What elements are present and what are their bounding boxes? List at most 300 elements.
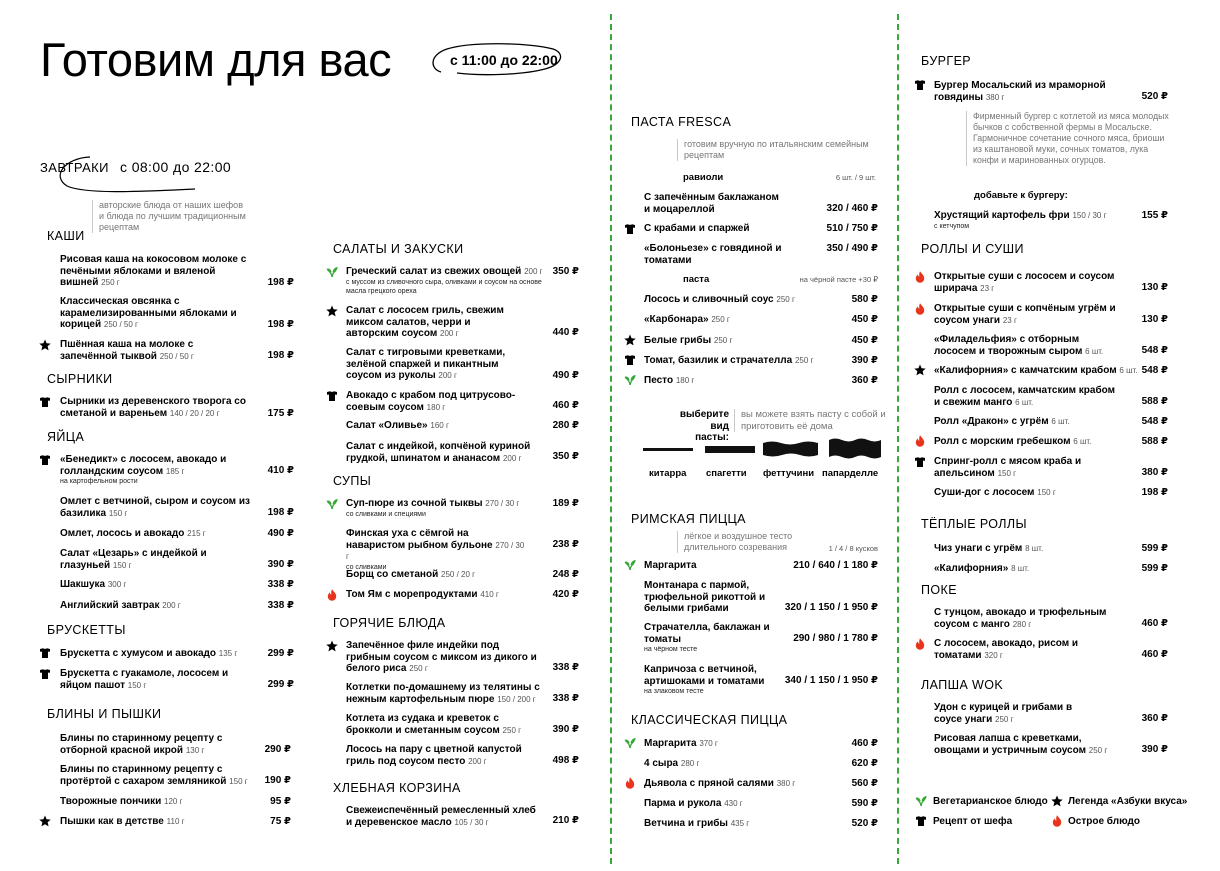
chef-hat-icon xyxy=(914,79,926,91)
item-weight: 200 г xyxy=(440,329,459,338)
eggs-item-1 xyxy=(60,454,255,486)
soups-price-1: 189 ₽ xyxy=(552,498,579,509)
salads-item-1 xyxy=(346,266,546,296)
item-name: Открытые суши с копчёным угрём и соусом унаги xyxy=(934,303,1116,326)
leaf-icon xyxy=(326,266,338,278)
fire-icon xyxy=(624,777,636,789)
rolls-item-7 xyxy=(934,436,1119,448)
item-name: Пшённая каша на молоке с запечённой тыквой xyxy=(60,339,194,362)
item-name: Творожные пончики xyxy=(60,796,162,807)
classic-pizza-title: КЛАССИЧЕСКАЯ ПИЦЦА xyxy=(631,713,788,727)
item-name: Омлет, лосось и авокадо xyxy=(60,528,185,539)
rolls-item-6 xyxy=(934,416,1119,428)
item-name: Лосось на пару с цветной капустой гриль под соусом песто xyxy=(346,744,522,767)
roman-pizza-price-3: 290 / 980 / 1 780 ₽ xyxy=(793,633,878,644)
item-name: «Бенедикт» с лососем, авокадо и голландским соусом xyxy=(60,454,227,477)
classic-pizza-price-3: 560 ₽ xyxy=(851,778,878,789)
classic-pizza-item-5 xyxy=(644,818,794,830)
legend-chef: Рецепт от шефа xyxy=(933,816,1013,827)
item-weight: 150 г xyxy=(112,560,132,570)
item-weight: 280 г xyxy=(1012,619,1032,629)
chef-hat-icon xyxy=(39,647,51,659)
kashi-price-3: 198 ₽ xyxy=(267,350,294,361)
legend-chef-hat-icon xyxy=(915,815,927,827)
fire-icon xyxy=(914,271,926,283)
soups-price-3: 248 ₽ xyxy=(552,569,579,580)
poke-title: ПОКЕ xyxy=(921,583,957,597)
item-weight: 150 г xyxy=(1037,488,1056,497)
item-name: Блины по старинному рецепту с протёртой с сахаром земляникой xyxy=(60,764,227,787)
column-divider-2 xyxy=(897,14,899,864)
blini-price-1: 290 ₽ xyxy=(264,744,291,755)
hot-price-2: 338 ₽ xyxy=(552,693,579,704)
wok-price-1: 360 ₽ xyxy=(1141,713,1168,724)
legend-spicy: Острое блюдо xyxy=(1068,816,1140,827)
item-weight: 250 г xyxy=(713,336,733,345)
item-name: Блины по старинному рецепту с отборной красной икрой xyxy=(60,733,223,756)
item-weight: 23 г xyxy=(1002,315,1017,325)
rolls-price-6: 548 ₽ xyxy=(1141,416,1168,427)
eggs-item-6 xyxy=(60,600,250,612)
bruschetta-item-1 xyxy=(60,648,270,660)
item-name: Салат «Оливье» xyxy=(346,420,428,431)
item-name: Открытые суши с лососем и соусом шрирача xyxy=(934,271,1115,294)
pasta-price-3: 450 ₽ xyxy=(851,335,878,346)
classic-pizza-item-2 xyxy=(644,758,794,770)
bruschetta-item-2 xyxy=(60,668,245,691)
blini-item-1 xyxy=(60,733,235,756)
item-weight: 110 г xyxy=(166,817,185,826)
salads-price-6: 350 ₽ xyxy=(552,451,579,462)
page-title: Готовим для вас xyxy=(40,33,392,86)
ravioli-item-3: «Болоньезе» с говядиной и томатами xyxy=(644,243,782,266)
item-weight: 150 / 200 г xyxy=(497,694,536,704)
bruschetta-title: БРУСКЕТТЫ xyxy=(47,623,126,637)
warm-rolls-price-1: 599 ₽ xyxy=(1141,543,1168,554)
item-name: Авокадо с крабом под цитрусово-соевым соусом xyxy=(346,390,516,413)
salads-price-4: 460 ₽ xyxy=(552,400,579,411)
roman-pizza-price-1: 210 / 640 / 1 180 ₽ xyxy=(793,560,878,571)
leaf-icon xyxy=(624,559,636,571)
warm-rolls-item-1 xyxy=(934,543,1119,555)
item-name: Капричоза с ветчиной, артишоками и томатами xyxy=(644,664,765,687)
ravioli-price-2: 510 / 750 ₽ xyxy=(826,223,878,234)
eggs-price-5: 338 ₽ xyxy=(267,579,294,590)
wok-item-2 xyxy=(934,733,1124,756)
black-pasta-note: на чёрной пасте +30 ₽ xyxy=(799,275,878,284)
item-name: Котлетки по-домашнему из телятины с нежным картофельным пюре xyxy=(346,682,540,705)
item-weight: 270 / 30 г xyxy=(485,499,520,508)
wok-title: ЛАПША WOK xyxy=(921,678,1004,692)
leaf-icon xyxy=(326,498,338,510)
kashi-price-2: 198 ₽ xyxy=(267,319,294,330)
column-divider-1 xyxy=(610,14,612,864)
pasta-type-3: феттучини xyxy=(763,468,815,479)
item-weight: 6 шт. xyxy=(1085,346,1104,356)
item-weight: 160 г xyxy=(430,421,449,430)
item-name: Салат с тигровыми креветками, зелёной спаржей и пикантным соусом из руколы xyxy=(346,347,506,381)
pasta-type-2: спагетти xyxy=(706,468,747,479)
choose-pasta-note: вы можете взять пасту с собой и приготовить её дома xyxy=(734,409,891,432)
salads-item-2 xyxy=(346,305,506,340)
warm-rolls-title: ТЁПЛЫЕ РОЛЛЫ xyxy=(921,517,1027,531)
item-name: Омлет с ветчиной, сыром и соусом из базилика xyxy=(60,496,250,519)
warm-rolls-item-2 xyxy=(934,563,1119,575)
item-name: 4 сыра xyxy=(644,758,679,769)
item-name: Ветчина и грибы xyxy=(644,818,728,829)
item-sub: на злаковом тесте xyxy=(644,688,704,695)
item-weight: 320 г xyxy=(984,650,1003,660)
choose-pasta-label: выберите вид пасты: xyxy=(679,409,729,443)
fire-icon xyxy=(914,435,926,447)
syrniki-item-1 xyxy=(60,396,272,419)
star-icon xyxy=(39,339,51,351)
pasta-price-1: 580 ₽ xyxy=(851,294,878,305)
salads-price-1: 350 ₽ xyxy=(552,266,579,277)
rolls-price-9: 198 ₽ xyxy=(1141,487,1168,498)
item-name: «Карбонара» xyxy=(644,314,709,325)
burger-item-1 xyxy=(934,80,1114,103)
roman-pizza-item-3 xyxy=(644,622,774,654)
rolls-item-8 xyxy=(934,456,1084,479)
item-name: Салат с индейкой, копчёной куриной грудкой, шпинатом и ананасом xyxy=(346,441,531,464)
item-name: Рисовая лапша с креветками, овощами и устричным соусом xyxy=(934,733,1086,756)
hot-item-3 xyxy=(346,713,541,736)
ravioli-item-1: С запечённым баклажаном и моцареллой xyxy=(644,192,779,215)
main-hours: с 11:00 до 22:00 xyxy=(450,52,558,68)
poke-price-1: 460 ₽ xyxy=(1141,618,1168,629)
poke-price-2: 460 ₽ xyxy=(1141,649,1168,660)
roman-pizza-item-4 xyxy=(644,664,774,696)
classic-pizza-item-1 xyxy=(644,738,794,750)
roman-pizza-note: лёгкое и воздушное тесто длительного созревания xyxy=(677,531,824,553)
rolls-item-1 xyxy=(934,271,1119,294)
item-sub: с муссом из сливочного сыра, оливками и соусом на основе масла грецкого ореха xyxy=(346,278,542,295)
item-weight: 250 / 50 г xyxy=(103,320,138,329)
salads-item-5 xyxy=(346,420,516,432)
roman-pizza-price-4: 340 / 1 150 / 1 950 ₽ xyxy=(784,675,878,686)
roman-pizza-price-2: 320 / 1 150 / 1 950 ₽ xyxy=(784,602,878,613)
fire-icon xyxy=(914,303,926,315)
hot-item-1 xyxy=(346,640,541,675)
eggs-item-3 xyxy=(60,528,250,540)
item-sub: на картофельном рости xyxy=(60,478,138,485)
kashi-item-1 xyxy=(60,254,255,289)
item-weight: 250 г xyxy=(776,295,795,304)
item-name: «Калифорния» xyxy=(934,563,1009,574)
burger-add-price-1: 155 ₽ xyxy=(1141,210,1168,221)
kashi-item-2 xyxy=(60,296,250,331)
item-weight: 250 г xyxy=(409,664,428,673)
burger-add-label: добавьте к бургеру: xyxy=(974,190,1068,201)
item-weight: 140 / 20 / 20 г xyxy=(169,408,220,418)
wok-price-2: 390 ₽ xyxy=(1141,744,1168,755)
classic-pizza-price-5: 520 ₽ xyxy=(851,818,878,829)
pasta-shape-fettuccine xyxy=(763,440,818,458)
item-weight: 280 г xyxy=(680,759,700,768)
item-name: Запечённое филе индейки под грибным соусом с миксом из дикого и белого риса xyxy=(346,640,537,674)
item-weight: 150 г xyxy=(108,508,128,518)
kashi-title: КАШИ xyxy=(47,229,85,243)
poke-item-2 xyxy=(934,638,1084,661)
bread-price-1: 210 ₽ xyxy=(552,815,579,826)
item-weight: 6 шт. xyxy=(1051,417,1070,426)
item-name: Свежеиспечённый ремесленный хлеб и деревенское масло xyxy=(346,805,536,828)
item-weight: 8 шт. xyxy=(1025,544,1044,553)
item-name: «Калифорния» с камчатским крабом xyxy=(934,365,1117,376)
item-name: Рисовая каша на кокосовом молоке с печёными яблоками и вяленой вишней xyxy=(60,254,247,288)
item-weight: 250 г xyxy=(502,725,522,735)
chef-hat-icon xyxy=(624,354,636,366)
item-name: Суши-дог с лососем xyxy=(934,487,1035,498)
item-name: С лососем, авокадо, рисом и томатами xyxy=(934,638,1079,661)
breakfast-note: авторские блюда от наших шефов и блюда по лучшим традиционным рецептам xyxy=(92,200,249,233)
salads-item-3 xyxy=(346,347,506,382)
ravioli-price-1: 320 / 460 ₽ xyxy=(826,203,878,214)
item-name: Борщ со сметаной xyxy=(346,569,439,580)
item-name: Страчателла, баклажан и томаты xyxy=(644,622,770,645)
classic-pizza-price-1: 460 ₽ xyxy=(851,738,878,749)
rolls-price-4: 548 ₽ xyxy=(1141,365,1168,376)
burger-price-1: 520 ₽ xyxy=(1141,91,1168,102)
pasta-item-5 xyxy=(644,375,834,387)
breakfast-hours: с 08:00 до 22:00 xyxy=(120,159,232,175)
blini-item-4 xyxy=(60,816,250,828)
item-weight: 120 г xyxy=(164,797,183,806)
item-weight: 410 г xyxy=(480,590,499,599)
chef-hat-icon xyxy=(39,454,51,466)
ravioli-item-2: С крабами и спаржей xyxy=(644,223,750,234)
item-weight: 150 г xyxy=(229,776,248,786)
chef-hat-icon xyxy=(39,396,51,408)
pasta-title: ПАСТА FRESCA xyxy=(631,115,732,129)
legend-star-icon xyxy=(1051,795,1063,807)
item-weight: 215 г xyxy=(187,529,206,538)
rolls-item-5 xyxy=(934,385,1119,408)
item-weight: 250 г xyxy=(1088,745,1108,755)
item-weight: 250 г xyxy=(794,356,814,365)
warm-rolls-price-2: 599 ₽ xyxy=(1141,563,1168,574)
bruschetta-price-2: 299 ₽ xyxy=(267,679,294,690)
item-weight: 250 г xyxy=(711,315,730,324)
salads-item-4 xyxy=(346,390,521,413)
item-name: Брускетта с гуакамоле, лососем и яйцом пашот xyxy=(60,668,229,691)
item-name: Дьявола с пряной салями xyxy=(644,778,774,789)
breakfast-oval-decoration xyxy=(55,152,240,194)
ravioli-label: равиоли xyxy=(683,172,724,183)
eggs-item-5 xyxy=(60,579,250,591)
item-sub: с кетчупом xyxy=(934,222,970,230)
rolls-price-3: 548 ₽ xyxy=(1141,345,1168,356)
item-name: Чиз унаги с угрём xyxy=(934,543,1023,554)
item-weight: 130 г xyxy=(185,745,205,755)
burger-title: БУРГЕР xyxy=(921,54,972,68)
item-name: Томат, базилик и страчателла xyxy=(644,355,793,366)
item-weight: 180 г xyxy=(675,376,695,385)
item-name: Пышки как в детстве xyxy=(60,816,164,827)
eggs-item-4 xyxy=(60,548,250,571)
hot-price-4: 498 ₽ xyxy=(552,755,579,766)
item-weight: 6 шт. xyxy=(1073,437,1092,446)
star-icon xyxy=(326,305,338,317)
soups-price-4: 420 ₽ xyxy=(552,589,579,600)
hot-item-2 xyxy=(346,682,546,705)
star-icon xyxy=(39,815,51,827)
pasta-item-3 xyxy=(644,335,834,347)
pasta-item-2 xyxy=(644,314,834,326)
fire-icon xyxy=(914,638,926,650)
eggs-price-2: 198 ₽ xyxy=(267,507,294,518)
pasta-price-5: 360 ₽ xyxy=(851,375,878,386)
item-weight: 250 г xyxy=(995,714,1014,724)
item-weight: 380 г xyxy=(776,779,796,788)
eggs-price-3: 490 ₽ xyxy=(267,528,294,539)
eggs-price-1: 410 ₽ xyxy=(267,465,294,476)
item-name: «Филадельфия» с отборным лососем и творожным сыром xyxy=(934,334,1083,357)
item-weight: 200 г xyxy=(162,601,181,610)
item-weight: 430 г xyxy=(724,799,743,808)
roman-pizza-title: РИМСКАЯ ПИЦЦА xyxy=(631,512,746,526)
pasta-price-2: 450 ₽ xyxy=(851,314,878,325)
kashi-item-3 xyxy=(60,339,250,362)
classic-pizza-price-4: 590 ₽ xyxy=(851,798,878,809)
item-weight: 435 г xyxy=(730,819,750,828)
blini-price-3: 95 ₽ xyxy=(270,796,291,807)
eggs-price-4: 390 ₽ xyxy=(267,559,294,570)
item-weight: 250 г xyxy=(101,278,120,287)
soups-title: СУПЫ xyxy=(333,474,372,488)
breakfast-title: ЗАВТРАКИ xyxy=(40,160,109,175)
item-weight: 6 шт. xyxy=(1119,366,1138,375)
item-name: Парма и рукола xyxy=(644,798,722,809)
item-name: Ролл с морским гребешком xyxy=(934,436,1071,447)
rolls-price-2: 130 ₽ xyxy=(1141,314,1168,325)
item-name: Сырники из деревенского творога со сметаной и вареньем xyxy=(60,396,246,419)
legend-leaf-icon xyxy=(915,795,927,807)
pasta-shape-chitarra xyxy=(643,448,693,451)
item-name: Салат с лососем гриль, свежим миксом салатов, черри и авторским соусом xyxy=(346,305,504,339)
item-name: Том Ям с морепродуктами xyxy=(346,589,478,600)
rolls-item-9 xyxy=(934,487,1119,499)
soups-item-4 xyxy=(346,589,536,601)
blini-item-2 xyxy=(60,764,260,787)
chef-hat-icon xyxy=(326,390,338,402)
fire-icon xyxy=(326,589,338,601)
pasta-item-4 xyxy=(644,355,834,367)
chef-hat-icon xyxy=(914,456,926,468)
item-weight: 270 / 30 г xyxy=(346,540,525,561)
pasta-note: готовим вручную по итальянским семейным рецептам xyxy=(677,139,874,161)
classic-pizza-item-3 xyxy=(644,778,814,790)
rolls-price-8: 380 ₽ xyxy=(1141,467,1168,478)
hot-price-1: 338 ₽ xyxy=(552,662,579,673)
rolls-price-5: 588 ₽ xyxy=(1141,396,1168,407)
item-weight: 150 г xyxy=(997,468,1017,478)
item-weight: 370 г xyxy=(699,739,718,748)
soups-item-2 xyxy=(346,528,526,572)
item-name: Шакшука xyxy=(60,579,106,590)
eggs-item-2 xyxy=(60,496,250,519)
syrniki-title: СЫРНИКИ xyxy=(47,372,113,386)
item-weight: 380 г xyxy=(985,92,1005,102)
item-weight: 8 шт. xyxy=(1011,564,1030,573)
legend-vegetarian: Вегетарианское блюдо xyxy=(933,796,1048,807)
item-weight: 150 г xyxy=(127,680,147,690)
item-weight: 150 / 30 г xyxy=(1072,211,1107,220)
burger-note: Фирменный бургер с котлетой из мяса молодых бычков с собственной фермы в Мосальске. Гармоничное сочетание сочного мяса, бриоши из каштановой муки, сочных томатов, лука конфи и маринованных огурцов. xyxy=(966,111,1169,166)
salads-price-5: 280 ₽ xyxy=(552,420,579,431)
item-weight: 200 г xyxy=(468,756,487,766)
wok-item-1 xyxy=(934,702,1084,725)
item-sub: со сливками xyxy=(346,563,387,571)
item-name: Ролл «Дракон» с угрём xyxy=(934,416,1049,427)
item-name: Удон с курицей и грибами в соусе унаги xyxy=(934,702,1073,725)
star-icon xyxy=(326,640,338,652)
item-name: Маргарита xyxy=(644,738,697,749)
rolls-item-4 xyxy=(934,365,1144,377)
legend-fire-icon xyxy=(1051,815,1063,827)
item-weight: 200 г xyxy=(502,453,522,463)
classic-pizza-item-4 xyxy=(644,798,794,810)
hot-title: ГОРЯЧИЕ БЛЮДА xyxy=(333,616,446,630)
roman-pizza-pieces: 1 / 4 / 8 кусков xyxy=(828,544,878,553)
eggs-price-6: 338 ₽ xyxy=(267,600,294,611)
chef-hat-icon xyxy=(39,668,51,680)
item-name: С тунцом, авокадо и трюфельным соусом с манго xyxy=(934,607,1107,630)
item-name: Брускетта с хумусом и авокадо xyxy=(60,648,216,659)
pasta-item-1 xyxy=(644,294,834,306)
item-weight: 6 шт. xyxy=(1015,397,1034,407)
item-weight: 180 г xyxy=(426,402,446,412)
item-name: Хрустящий картофель фри xyxy=(934,210,1070,221)
item-name: Спринг-ролл с мясом краба и апельсином xyxy=(934,456,1082,479)
item-name: Классическая овсянка с карамелизированными яблоками и корицей xyxy=(60,296,237,330)
salads-item-6 xyxy=(346,441,531,464)
burger-add-item-1 xyxy=(934,210,1134,231)
item-weight: 250 / 20 г xyxy=(441,570,476,579)
classic-pizza-price-2: 620 ₽ xyxy=(851,758,878,769)
eggs-title: ЯЙЦА xyxy=(47,430,85,444)
item-weight: 250 / 50 г xyxy=(159,351,194,361)
item-name: Лосось и сливочный соус xyxy=(644,294,774,305)
soups-item-1 xyxy=(346,498,536,519)
item-sub: на чёрном тесте xyxy=(644,646,698,653)
leaf-icon xyxy=(624,737,636,749)
blini-price-2: 190 ₽ xyxy=(264,775,291,786)
item-name: Суп-пюре из сочной тыквы xyxy=(346,498,483,509)
rolls-item-3 xyxy=(934,334,1119,357)
legend-star: Легенда «Азбуки вкуса» xyxy=(1068,796,1188,807)
hot-price-3: 390 ₽ xyxy=(552,724,579,735)
kashi-price-1: 198 ₽ xyxy=(267,277,294,288)
chef-hat-icon xyxy=(624,223,636,235)
poke-item-1 xyxy=(934,607,1119,630)
pasta-price-4: 390 ₽ xyxy=(851,355,878,366)
item-name: Финская уха с сёмгой на наваристом рыбном бульоне xyxy=(346,528,493,551)
item-name: Ролл с лососем, камчатским крабом и свежим манго xyxy=(934,385,1115,408)
item-weight: 135 г xyxy=(218,649,238,658)
item-name: Английский завтрак xyxy=(60,600,160,611)
salads-price-2: 440 ₽ xyxy=(552,327,579,338)
salads-price-3: 490 ₽ xyxy=(552,370,579,381)
blini-title: БЛИНЫ И ПЫШКИ xyxy=(47,707,162,721)
pasta-type-1: китарра xyxy=(649,468,687,479)
soups-price-2: 238 ₽ xyxy=(552,539,579,550)
rolls-title: РОЛЛЫ И СУШИ xyxy=(921,242,1024,256)
bread-title: ХЛЕБНАЯ КОРЗИНА xyxy=(333,781,461,795)
bruschetta-price-1: 299 ₽ xyxy=(267,648,294,659)
item-weight: 200 г xyxy=(438,371,457,380)
